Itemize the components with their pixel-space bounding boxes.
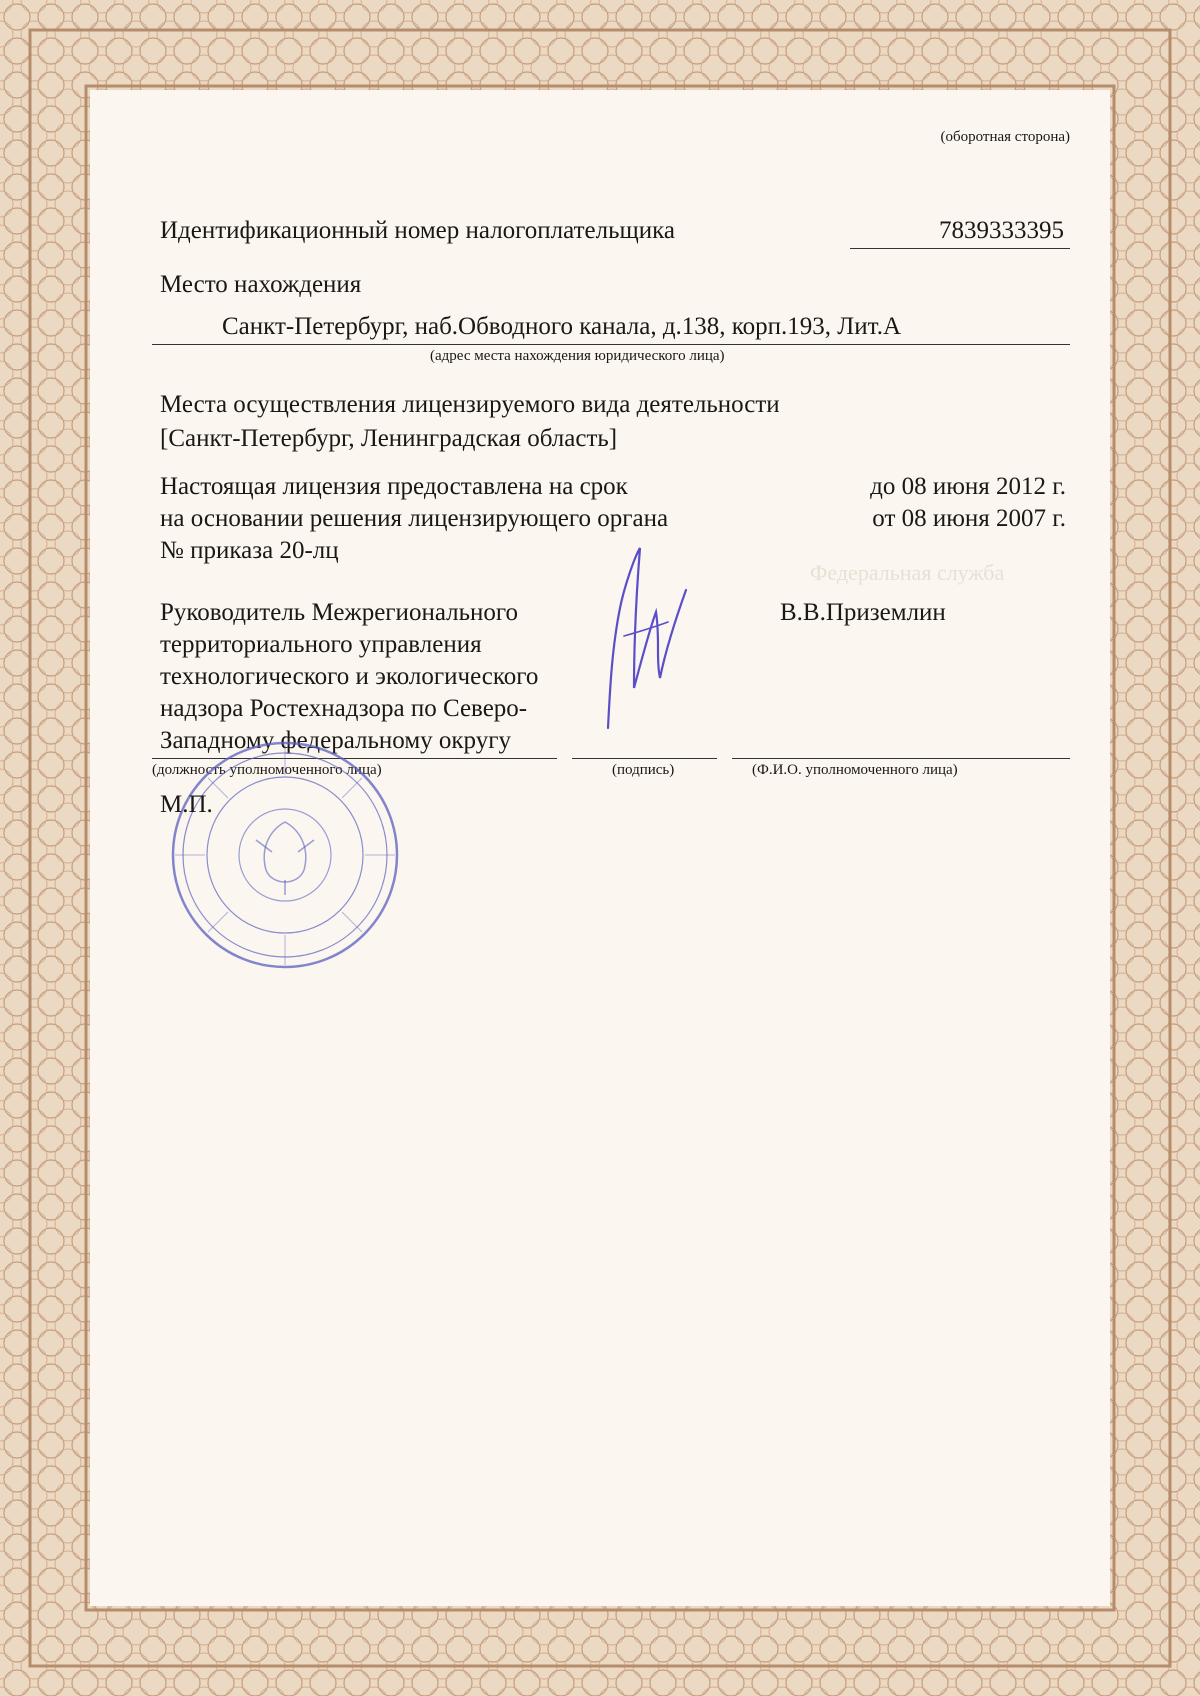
address-underline xyxy=(152,344,1070,345)
document-body xyxy=(90,90,1110,1606)
bleed-through-text: Федеральная служба xyxy=(810,560,1005,585)
inn-underline xyxy=(850,248,1070,249)
term-line-2: на основании решения лицензирующего органа xyxy=(160,505,669,532)
order-number: № приказа 20-лц xyxy=(160,537,339,564)
location-caption: (адрес места нахождения юридического лица) xyxy=(430,348,725,364)
position-line-1: Руководитель Межрегионального xyxy=(160,599,519,626)
name-underline xyxy=(732,758,1070,759)
position-line-4: надзора Ростехнадзора по Северо- xyxy=(160,695,528,722)
location-label: Место нахождения xyxy=(160,271,362,298)
position-line-2: территориального управления xyxy=(160,631,482,658)
stamp-label: М.П. xyxy=(160,791,213,818)
inn-label: Идентификационный номер налогоплательщика xyxy=(160,217,676,244)
location-address: Санкт-Петербург, наб.Обводного канала, д.138, корп.193, Лит.А xyxy=(222,313,901,340)
position-line-3: технологического и экологического xyxy=(160,663,539,690)
signature-caption: (подпись) xyxy=(612,762,675,778)
term-line-1: Настоящая лицензия предоставлена на срок xyxy=(160,473,628,500)
signature-underline xyxy=(572,758,717,759)
activity-value: [Санкт-Петербург, Ленинградская область] xyxy=(160,425,618,452)
handwritten-signature xyxy=(590,528,710,758)
term-date-1: до 08 июня 2012 г. xyxy=(870,473,1066,500)
inn-value: 7839333395 xyxy=(939,217,1064,244)
side-note: (оборотная сторона) xyxy=(940,129,1070,145)
term-date-2: от 08 июня 2007 г. xyxy=(872,505,1066,532)
official-seal xyxy=(160,730,410,980)
signatory-name: В.В.Приземлин xyxy=(780,599,946,626)
name-caption: (Ф.И.О. уполномоченного лица) xyxy=(752,762,958,778)
activity-label: Места осуществления лицензируемого вида деятельности xyxy=(160,391,780,418)
position-line-5: Западному федеральному округу xyxy=(160,727,511,754)
position-caption: (должность уполномоченного лица) xyxy=(152,762,382,778)
